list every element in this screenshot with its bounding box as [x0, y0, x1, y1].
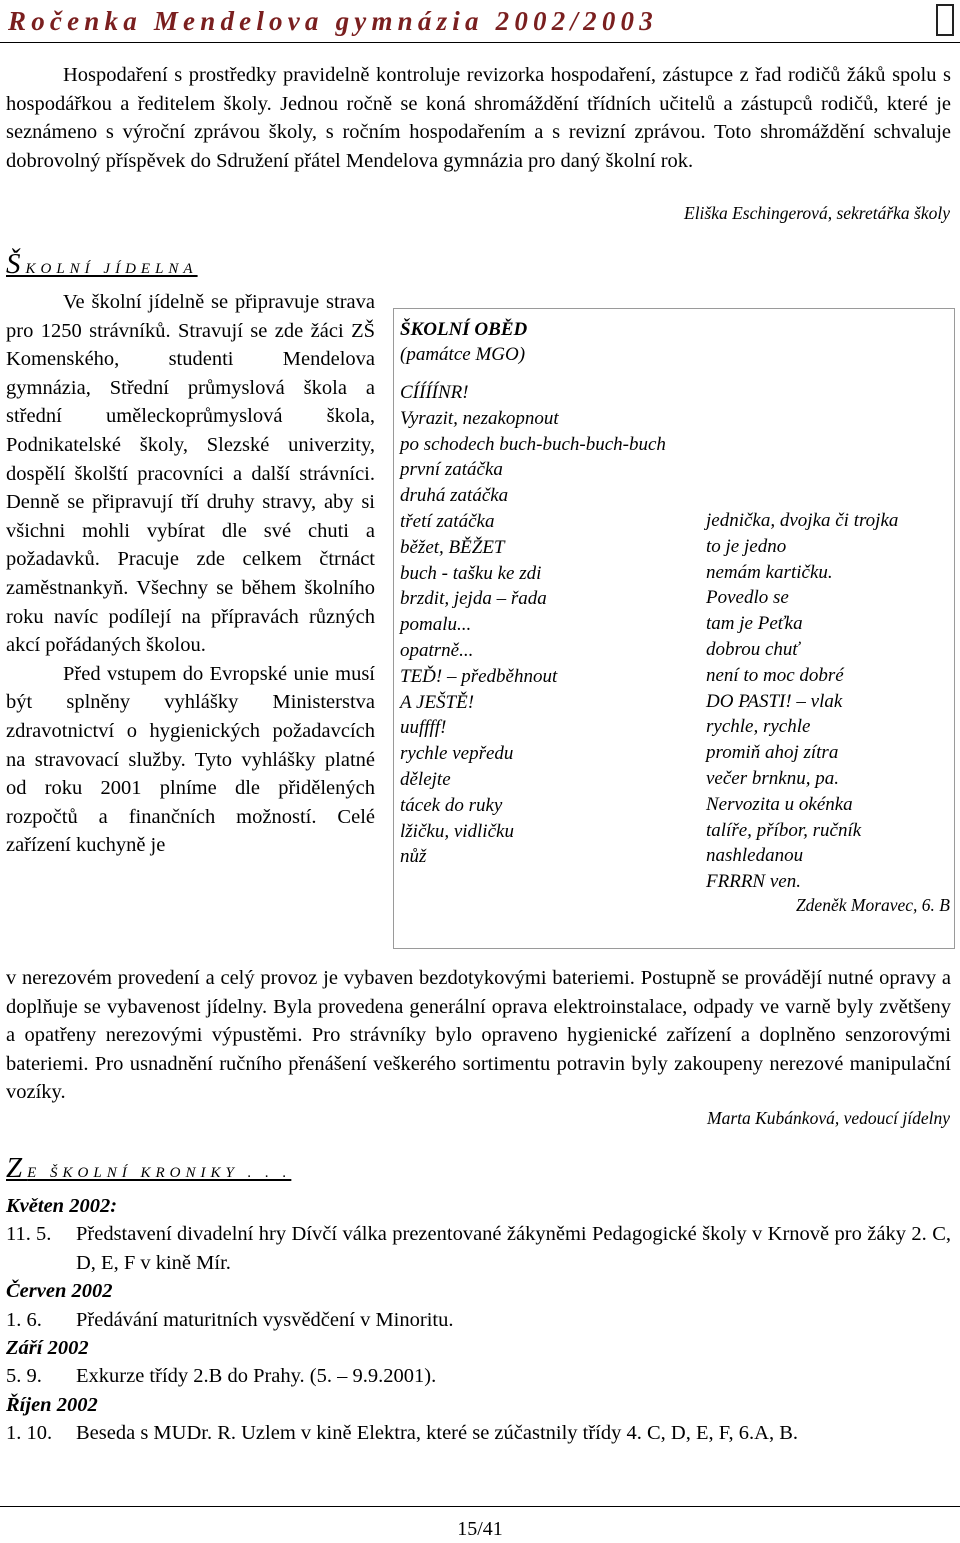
jidelna-left-column	[6, 288, 375, 860]
poem-left-line: běžet, BĚŽET	[400, 536, 505, 558]
yearbook-title: Ročenka Mendelova gymnázia 2002/2003	[8, 6, 658, 36]
poem-right-line: nashledanou	[706, 845, 804, 867]
jidelna-continuation: v nerezovém provedení a celý provoz je vybaven bezdotykovými bateriemi. Postupně se provádějí nutné opravy a doplňuje se vybavenost jídelny. Byla provedena generální oprava elektroinstalace, odpady ve varně byly zvětšeny a opatřeny nerezovými výpustěmi. Pro strávníky bylo opraveno hygienické zařízení a doplněno senzorovými bateriemi. Pro usnadnění ručního přenášení veškerého sortimentu potravin byly zakoupeny nerezové manipulační vozíky.	[6, 967, 951, 1104]
poem-left-line: třetí zatáčka	[400, 510, 495, 532]
poem-left-line: rychle vepředu	[400, 743, 514, 765]
poem-author: Zdeněk Moravec, 6. B	[795, 895, 950, 915]
intro-paragraph	[6, 61, 951, 175]
poem-right-column	[706, 508, 898, 895]
poem-left-line: TEĎ! – předběhnout	[400, 665, 558, 687]
poem-left-line: A JEŠTĚ!	[400, 691, 475, 713]
poem-right-line: večer brnknu, pa.	[706, 767, 839, 789]
poem-right-line: není to moc dobré	[706, 664, 844, 686]
poem-left-line: první zatáčka	[400, 459, 503, 481]
page-number: 15/41	[457, 1518, 503, 1540]
poem-right-line: rychle, rychle	[706, 716, 811, 738]
poem-right-line: nemám kartičku.	[706, 561, 833, 583]
section-heading-kronika: ZE ŠKOLNÍ KRONIKY . . .	[6, 1152, 292, 1184]
poem-title: ŠKOLNÍ OBĚD	[400, 319, 528, 340]
poem-left-line: buch - tašku ke zdi	[400, 562, 542, 584]
chronicle-entry-date: 1. 6.	[6, 1308, 42, 1331]
poem-left-line: tácek do ruky	[400, 794, 503, 816]
poem-subtitle: (památce MGO)	[400, 344, 526, 365]
poem-left-line: druhá zatáčka	[400, 485, 509, 507]
header-divider	[0, 42, 960, 43]
poem-right-line: Nervozita u okénka	[706, 793, 853, 815]
chronicle-entry-text: Představení divadelní hry Dívčí válka prezentované žákyněmi Pedagogické školy v Krnově pro žáky 2. C, D, E, F v kině Mír.	[76, 1223, 951, 1274]
header-marker	[936, 4, 954, 36]
chronicle-month: Září 2002	[6, 1337, 89, 1360]
poem-right-line: DO PASTI! – vlak	[706, 690, 843, 712]
poem-left-line: uuffff!	[400, 717, 447, 739]
jidelna-paragraph-1: Ve školní jídelně se připravuje strava pro 1250 strávníků. Stravují se zde žáci ZŠ Komenského, studenti Mendelova gymnázia, Střední průmyslová škola a střední uměleckoprůmyslová škola, Podnikatelské školy, Slezské univerzity, dospělí školští pracovníci a další strávníci. Denně se připravují tří druhy stravy, aby si všichni mohli vybírat dle své chuti a požadavků. Pracuje zde celkem čtrnáct zaměstnankyň. Všechny se během školního roku navíc podílejí na přípravách různých akcí pořádaných školou.	[6, 291, 375, 657]
chronicle-entry-text: Exkurze třídy 2.B do Prahy. (5. – 9.9.2001).	[76, 1365, 437, 1388]
jidelna-paragraph-2: Před vstupem do Evropské unie musí být splněny vyhlášky Ministerstva zdravotnictví o hygienických požadavcích na stravovací služby. Tyto vyhlášky platné od roku 2001 plníme dle přidělených rozpočtů a finančních možností. Celé zařízení kuchyně je	[6, 662, 375, 857]
poem-right-line: Povedlo se	[706, 587, 789, 609]
chronicle-entry-date: 1. 10.	[6, 1422, 53, 1445]
chronicle-list	[6, 1192, 951, 1448]
poem-left-line: brzdit, jejda – řada	[400, 588, 547, 610]
chronicle-entry-date: 5. 9.	[6, 1365, 42, 1388]
poem-right-line: dobrou chuť	[706, 638, 800, 660]
poem-left-line: nůž	[400, 846, 427, 868]
poem-left-line: dělejte	[400, 768, 451, 790]
section-heading-jidelna: ŠKOLNÍ JÍDELNA	[6, 248, 198, 280]
poem-left-line: Vyrazit, nezakopnout	[400, 407, 559, 429]
chronicle-entry	[6, 1306, 951, 1334]
footer-divider	[0, 1506, 960, 1507]
chronicle-entry-text: Beseda s MUDr. R. Uzlem v kině Elektra, které se zúčastnily třídy 4. C, D, E, F, 6.A, B.	[76, 1422, 798, 1445]
poem-right-line: tam je Peťka	[706, 613, 803, 635]
poem-left-column	[400, 380, 666, 870]
poem-right-line: to je jedno	[706, 535, 787, 557]
poem-left-line: CÍÍÍÍNR!	[400, 382, 469, 403]
chronicle-entry-text: Předávání maturitních vysvědčení v Minoritu.	[76, 1308, 454, 1331]
chronicle-entry	[6, 1419, 951, 1447]
poem-right-line: promiň ahoj zítra	[706, 742, 839, 764]
poem-right-line: jednička, dvojka či trojka	[706, 510, 899, 531]
poem-left-line: lžičku, vidličku	[400, 820, 514, 842]
poem-left-line: pomalu...	[400, 614, 472, 636]
chronicle-month: Květen 2002:	[6, 1195, 118, 1217]
jidelna-signature: Marta Kubánková, vedoucí jídelny	[707, 1108, 950, 1128]
intro-text: Hospodaření s prostředky pravidelně kontroluje revizorka hospodaření, zástupce z řad rodičů žáků spolu s hospodářkou a ředitelem školy. Jednou ročně se koná shromáždění třídních učitelů a zástupců rodičů, které je seznámeno s výroční zprávou školy, s ročním hospodařením a s revizní zprávou. Toto shromáždění schvaluje dobrovolný příspěvek do Sdružení přátel Mendelova gymnázia pro daný školní rok.	[6, 64, 951, 172]
poem-left-line: po schodech buch-buch-buch-buch	[400, 433, 666, 455]
chronicle-entry	[6, 1220, 951, 1277]
chronicle-entry-date: 11. 5.	[6, 1223, 52, 1246]
poem-right-line: talíře, příbor, ručník	[706, 819, 862, 841]
chronicle-month: Říjen 2002	[6, 1393, 98, 1416]
poem-left-line: opatrně...	[400, 639, 474, 661]
poem-right-line: FRRRN ven.	[706, 871, 801, 893]
intro-signature: Eliška Eschingerová, sekretářka školy	[684, 203, 950, 223]
chronicle-entry	[6, 1362, 951, 1390]
chronicle-month: Červen 2002	[6, 1280, 113, 1303]
